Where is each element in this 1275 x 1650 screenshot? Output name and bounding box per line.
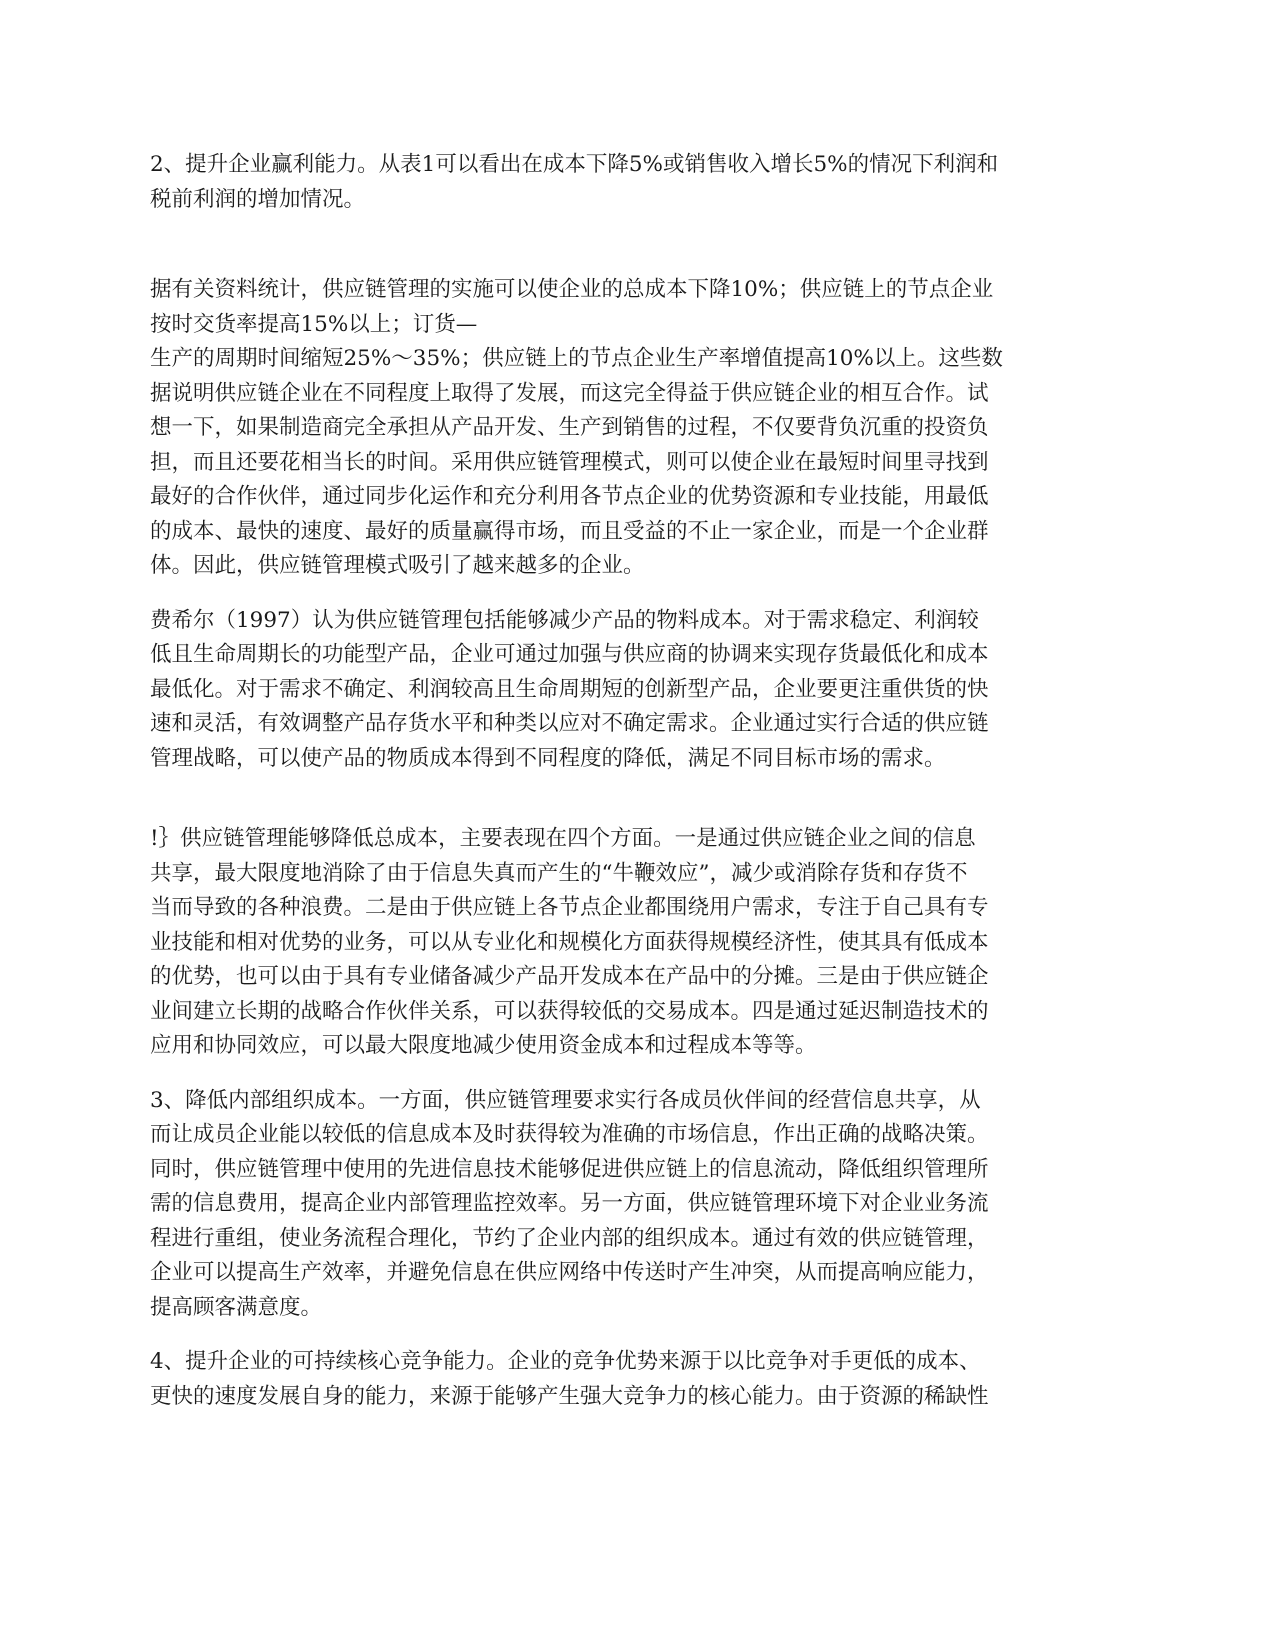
text-line: 担，而且还要花相当长的时间。采用供应链管理模式，则可以使企业在最短时间里寻找到	[150, 449, 989, 475]
text-line: 的成本、最快的速度、最好的质量赢得市场，而且受益的不止一家企业，而是一个企业群	[150, 518, 989, 544]
paragraph-profit	[150, 148, 1130, 217]
text-line: 费希尔（1997）认为供应链管理包括能够减少产品的物料成本。对于需求稳定、利润较	[150, 607, 979, 633]
text-line: 更快的速度发展自身的能力，来源于能够产生强大竞争力的核心能力。由于资源的稀缺性	[150, 1383, 989, 1409]
text-line: 想一下，如果制造商完全承担从产品开发、生产到销售的过程，不仅要背负沉重的投资负	[150, 415, 989, 440]
text-line: 据有关资料统计，供应链管理的实施可以使企业的总成本下降10%；供应链上的节点企业	[150, 277, 994, 302]
text-line: 企业可以提高生产效率，并避免信息在供应网络中传送时产生冲突，从而提高响应能力，	[150, 1260, 989, 1285]
text-line: 共享，最大限度地消除了由于信息失真而产生的“牛鞭效应”，减少或消除存货和存货不	[150, 860, 968, 886]
text-line: 3、降低内部组织成本。一方面，供应链管理要求实行各成员伙伴间的经营信息共享，从	[150, 1087, 981, 1113]
text-line: 提高顾客满意度。	[150, 1294, 323, 1320]
text-line: 的优势，也可以由于具有专业储备减少产品开发成本在产品中的分摊。三是由于供应链企	[150, 964, 989, 989]
text-line: 4、提升企业的可持续核心竞争能力。企业的竞争优势来源于以比竞争对手更低的成本、	[150, 1349, 981, 1374]
text-line: 据说明供应链企业在不同程度上取得了发展，而这完全得益于供应链企业的相互合作。试	[150, 380, 989, 406]
text-line: 最低化。对于需求不确定、利润较高且生命周期短的创新型产品，企业要更注重供货的快	[150, 676, 989, 702]
text-line: 需的信息费用，提高企业内部管理监控效率。另一方面，供应链管理环境下对企业业务流	[150, 1191, 989, 1216]
text-line: 同时，供应链管理中使用的先进信息技术能够促进供应链上的信息流动，降低组织管理所	[150, 1156, 989, 1182]
text-line: 按时交货率提高15%以上；订货—	[150, 311, 478, 337]
text-line: 速和灵活，有效调整产品存货水平和种类以应对不确定需求。企业通过实行合适的供应链	[150, 711, 989, 736]
text-line: 生产的周期时间缩短25%～35%；供应链上的节点企业生产率增值提高10%以上。这些数	[150, 346, 1003, 371]
paragraph-statistics	[150, 273, 1130, 584]
text-line: 2、提升企业赢利能力。从表1可以看出在成本下降5%或销售收入增长5%的情况下利润和	[150, 152, 999, 177]
paragraph-fisher	[150, 604, 1130, 777]
paragraph-internal-cost	[150, 1084, 1130, 1326]
paragraph-total-cost	[150, 822, 1130, 1064]
text-line: 应用和协同效应，可以最大限度地减少使用资金成本和过程成本等等。	[150, 1033, 817, 1058]
text-line: 低且生命周期长的功能型产品，企业可通过加强与供应商的协调来实现存货最低化和成本	[150, 642, 989, 667]
text-line: 业间建立长期的战略合作伙伴关系，可以获得较低的交易成本。四是通过延迟制造技术的	[150, 998, 989, 1024]
text-line: 业技能和相对优势的业务，可以从专业化和规模化方面获得规模经济性，使其具有低成本	[150, 929, 989, 955]
text-line: 体。因此，供应链管理模式吸引了越来越多的企业。	[150, 553, 645, 578]
text-line: 管理战略，可以使产品的物质成本得到不同程度的降低，满足不同目标市场的需求。	[150, 745, 946, 771]
document-page	[150, 148, 1130, 1414]
text-line: 最好的合作伙伴，通过同步化运作和充分利用各节点企业的优势资源和专业技能，用最低	[150, 484, 989, 509]
text-line: 税前利润的增加情况。	[150, 186, 366, 212]
text-line: 程进行重组，使业务流程合理化，节约了企业内部的组织成本。通过有效的供应链管理，	[150, 1225, 989, 1251]
paragraph-core-competence	[150, 1345, 1130, 1414]
text-line: !｝供应链管理能够降低总成本，主要表现在四个方面。一是通过供应链企业之间的信息	[150, 826, 976, 851]
text-line: 当而导致的各种浪费。二是由于供应链上各节点企业都围绕用户需求，专注于自己具有专	[150, 895, 989, 920]
text-line: 而让成员企业能以较低的信息成本及时获得较为准确的市场信息，作出正确的战略决策。	[150, 1122, 989, 1147]
